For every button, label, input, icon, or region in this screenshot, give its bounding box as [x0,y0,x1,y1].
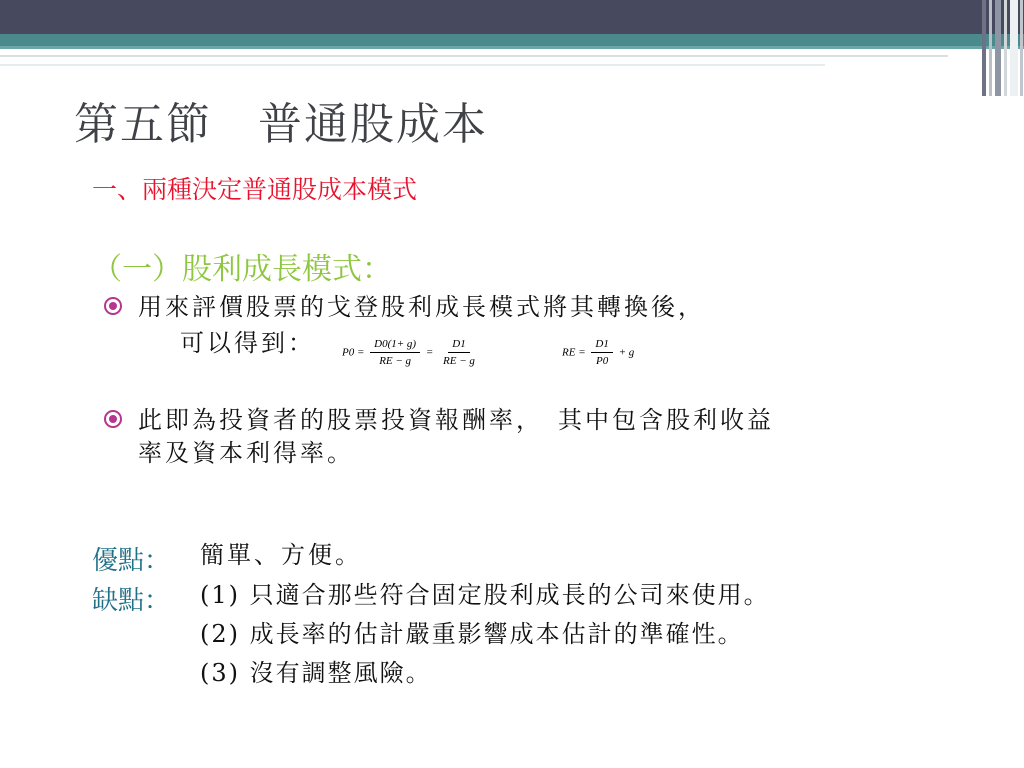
advantage-label: 優點： [92,546,171,576]
disadvantage-item-1: (1) 只適合那些符合固定股利成長的公司來使用。 [200,581,770,609]
formula1-fraction-a [370,338,420,367]
bullet2-line2: 率及資本利得率。 [138,439,354,467]
formula-gordon [342,338,482,367]
formula1-numerator-b: D1 [448,338,469,353]
formula2-denominator: P0 [595,355,609,367]
formula1-lhs: P0 = [342,346,365,359]
formula2-numerator: D1 [591,338,612,353]
formula-required-return [562,338,634,367]
disadvantage-label: 缺點： [92,586,171,616]
disadvantage-item-3: (3) 沒有調整風險。 [200,659,432,687]
disadvantage-item-2: (2) 成長率的估計嚴重影響成本估計的準確性。 [200,620,744,648]
header-teal-line [0,46,1024,49]
header-thin-line-1 [0,55,948,57]
header-teal-bar [0,34,1024,46]
formula2-tail: + g [618,346,635,359]
formula2-lhs: RE = [562,346,586,359]
bullet2-line1: 此即為投資者的股票投資報酬率， 其中包含股利收益 [138,406,774,434]
slide-subtitle: 一、兩種決定普通股成本模式 [92,175,418,204]
section-heading: （一）股利成長模式： [92,252,392,287]
formula2-fraction [591,338,612,367]
formula1-numerator-a: D0(1+ g) [370,338,420,353]
formula1-denominator-a: RE − g [379,355,412,367]
header-dark-bar [0,0,1024,34]
advantage-text: 簡單、方便。 [200,541,362,569]
bullet1-line1: 用來評價股票的戈登股利成長模式將其轉換後， [138,293,705,321]
formula1-denominator-b: RE − g [443,355,475,367]
header-vertical-stripes [980,0,1024,96]
formula1-equals: = [425,346,434,359]
formula1-fraction-b [439,338,479,367]
header-thin-line-2 [0,64,825,66]
bullet1-line2: 可以得到： [180,329,315,357]
bullet-circle-icon [104,297,122,315]
bullet-circle-icon [104,410,122,428]
slide-title: 第五節 普通股成本 [74,99,488,150]
